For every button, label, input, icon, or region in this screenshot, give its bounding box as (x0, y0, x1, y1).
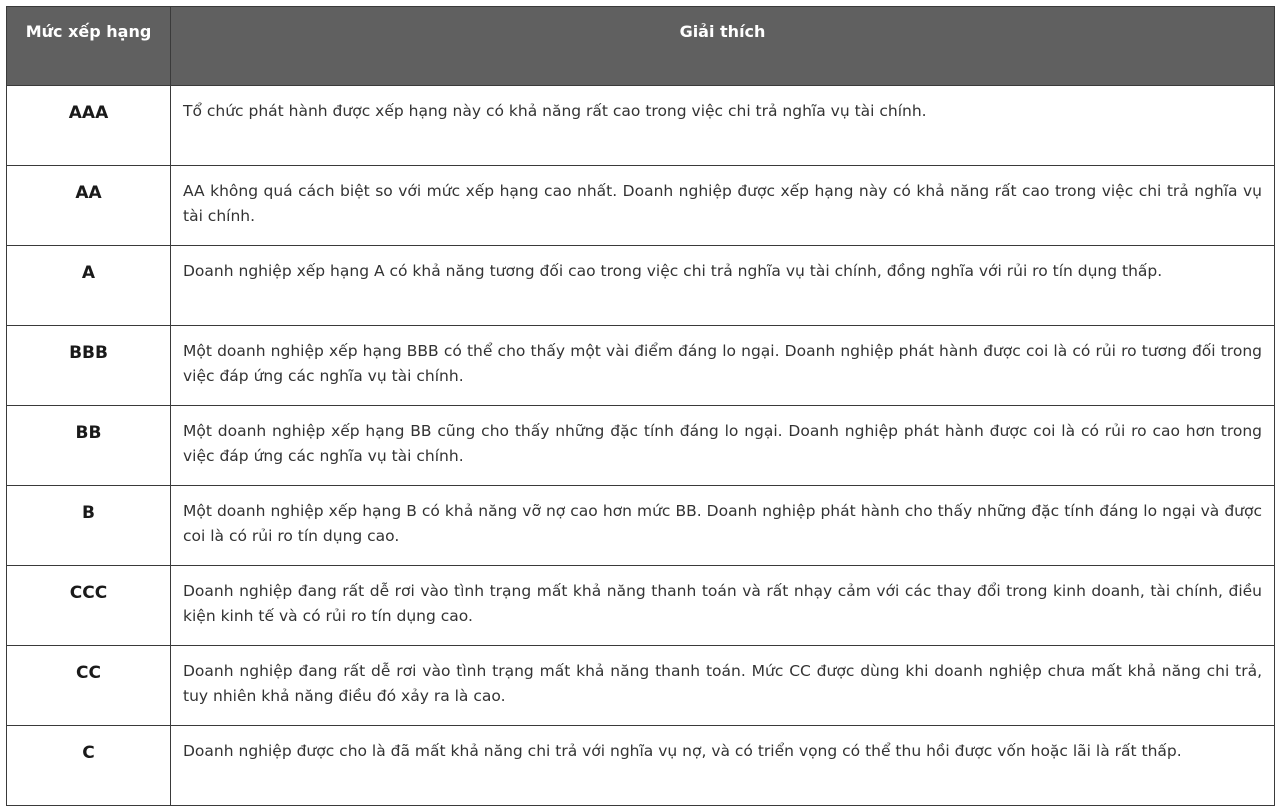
description-cell: AA không quá cách biệt so với mức xếp hạng cao nhất. Doanh nghiệp được xếp hạng này có khả năng rất cao trong việc chi trả nghĩa vụ tài chính. (171, 166, 1275, 246)
table-row (7, 246, 1275, 326)
table-row (7, 326, 1275, 406)
header-row (7, 7, 1275, 86)
credit-rating-table (6, 6, 1275, 806)
rating-cell: BBB (7, 326, 171, 406)
description-cell: Doanh nghiệp xếp hạng A có khả năng tương đối cao trong việc chi trả nghĩa vụ tài chính, đồng nghĩa với rủi ro tín dụng thấp. (171, 246, 1275, 326)
table-row (7, 486, 1275, 566)
rating-cell: AA (7, 166, 171, 246)
rating-cell: BB (7, 406, 171, 486)
rating-cell: C (7, 726, 171, 806)
description-cell: Doanh nghiệp đang rất dễ rơi vào tình trạng mất khả năng thanh toán và rất nhạy cảm với các thay đổi trong kinh doanh, tài chính, điều kiện kinh tế và có rủi ro tín dụng cao. (171, 566, 1275, 646)
table-header (7, 7, 1275, 86)
description-cell: Tổ chức phát hành được xếp hạng này có khả năng rất cao trong việc chi trả nghĩa vụ tài chính. (171, 86, 1275, 166)
rating-cell: B (7, 486, 171, 566)
rating-cell: CCC (7, 566, 171, 646)
table-row (7, 86, 1275, 166)
table-row (7, 726, 1275, 806)
description-cell: Doanh nghiệp được cho là đã mất khả năng chi trả với nghĩa vụ nợ, và có triển vọng có thể thu hồi được vốn hoặc lãi là rất thấp. (171, 726, 1275, 806)
description-cell: Doanh nghiệp đang rất dễ rơi vào tình trạng mất khả năng thanh toán. Mức CC được dùng khi doanh nghiệp chưa mất khả năng chi trả, tuy nhiên khả năng điều đó xảy ra là cao. (171, 646, 1275, 726)
rating-cell: AAA (7, 86, 171, 166)
rating-table-container (6, 6, 1275, 806)
table-row (7, 166, 1275, 246)
header-explanation: Giải thích (171, 7, 1275, 86)
description-cell: Một doanh nghiệp xếp hạng BB cũng cho thấy những đặc tính đáng lo ngại. Doanh nghiệp phát hành được coi là có rủi ro cao hơn trong việc đáp ứng các nghĩa vụ tài chính. (171, 406, 1275, 486)
header-rating: Mức xếp hạng (7, 7, 171, 86)
table-body (7, 86, 1275, 806)
table-row (7, 406, 1275, 486)
description-cell: Một doanh nghiệp xếp hạng BBB có thể cho thấy một vài điểm đáng lo ngại. Doanh nghiệp phát hành được coi là có rủi ro tương đối trong việc đáp ứng các nghĩa vụ tài chính. (171, 326, 1275, 406)
rating-cell: A (7, 246, 171, 326)
table-row (7, 646, 1275, 726)
description-cell: Một doanh nghiệp xếp hạng B có khả năng vỡ nợ cao hơn mức BB. Doanh nghiệp phát hành cho thấy những đặc tính đáng lo ngại và được coi là có rủi ro tín dụng cao. (171, 486, 1275, 566)
rating-cell: CC (7, 646, 171, 726)
table-row (7, 566, 1275, 646)
